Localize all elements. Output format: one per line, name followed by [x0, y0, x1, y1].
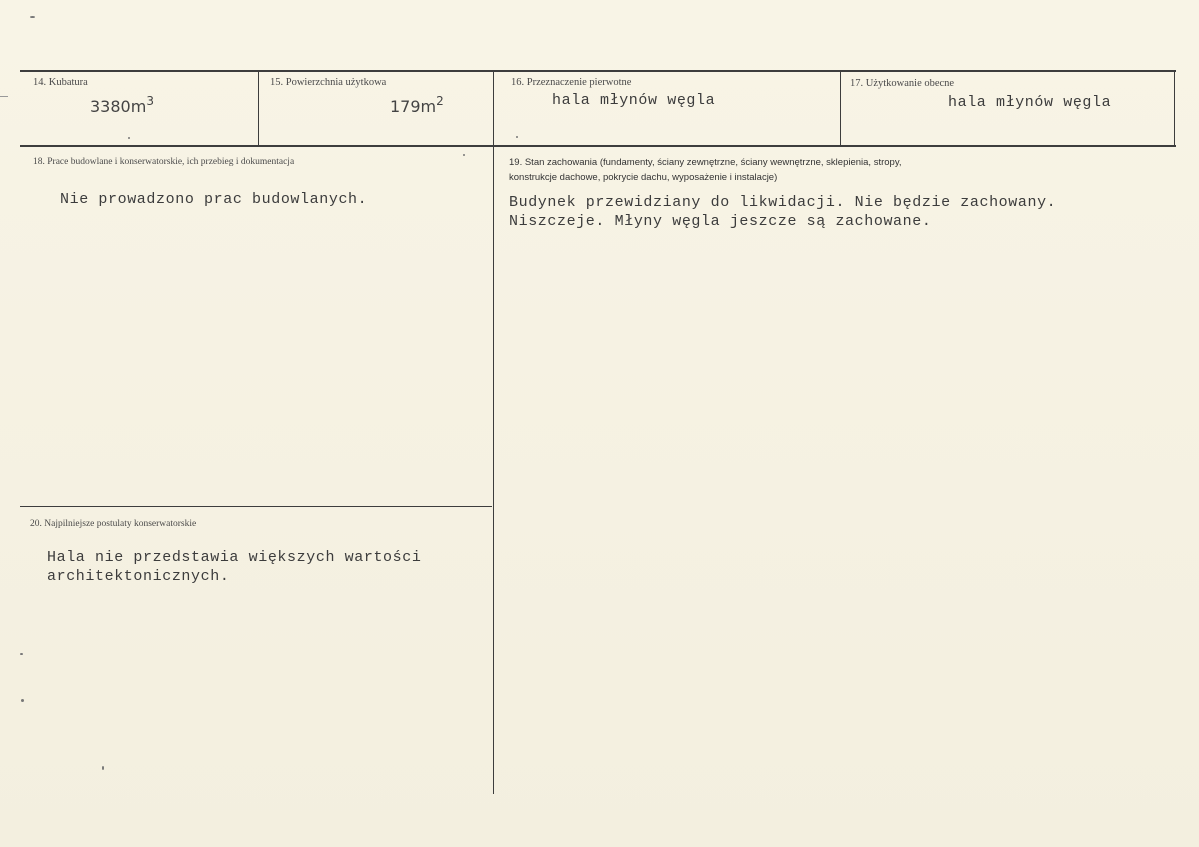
- field-15-value: [390, 94, 444, 116]
- field-20-text-line-1: Hala nie przedstawia większych wartości: [47, 549, 422, 566]
- scan-mark: [21, 699, 24, 702]
- table-top-rule: [20, 70, 1176, 72]
- field-20-text-line-2: architektonicznych.: [47, 568, 230, 585]
- field-20-top-rule: [20, 506, 492, 507]
- right-border: [1174, 70, 1175, 146]
- table-middle-rule: [20, 145, 1176, 147]
- field-16-value: hala młynów węgla: [552, 92, 716, 109]
- field-19-text-line-1: Budynek przewidziany do likwidacji. Nie będzie zachowany.: [509, 194, 1057, 211]
- field-17-label: 17. Użytkowanie obecne: [850, 78, 955, 89]
- field-14-label: 14. Kubatura: [33, 77, 88, 88]
- field-19-text-line-2: Niszczeje. Młyny węgla jeszcze są zachowane.: [509, 213, 932, 230]
- field-15-number: 179m: [390, 97, 437, 116]
- field-17-value: hala młynów węgla: [948, 94, 1112, 111]
- field-15-label: 15. Powierzchnia użytkowa: [270, 77, 387, 88]
- field-19-label-line-1: 19. Stan zachowania (fundamenty, ściany zewnętrzne, ściany wewnętrzne, sklepienia, stropy,: [509, 157, 902, 168]
- scan-mark: [128, 137, 130, 139]
- field-18-text: Nie prowadzono prac budowlanych.: [60, 191, 368, 208]
- scan-mark: [463, 154, 465, 156]
- scan-mark: [102, 766, 104, 770]
- field-14-value: [90, 94, 154, 116]
- field-19-label-line-2: konstrukcje dachowe, pokrycie dachu, wyposażenie i instalacje): [509, 172, 778, 183]
- column-divider-1: [258, 70, 259, 146]
- scan-mark: [20, 653, 23, 655]
- field-14-number: 3380m: [90, 97, 147, 116]
- margin-tick: [0, 96, 8, 97]
- column-divider-3: [840, 70, 841, 146]
- field-15-unit-exponent: 2: [436, 94, 444, 108]
- field-20-label: 20. Najpilniejsze postulaty konserwatorskie: [30, 519, 197, 529]
- field-18-label: 18. Prace budowlane i konserwatorskie, ich przebieg i dokumentacja: [33, 157, 295, 167]
- scan-mark: [30, 16, 35, 18]
- field-14-unit-exponent: 3: [146, 94, 154, 108]
- field-16-label: 16. Przeznaczenie pierwotne: [511, 77, 632, 88]
- column-divider-2: [493, 70, 494, 794]
- scan-mark: [516, 136, 518, 138]
